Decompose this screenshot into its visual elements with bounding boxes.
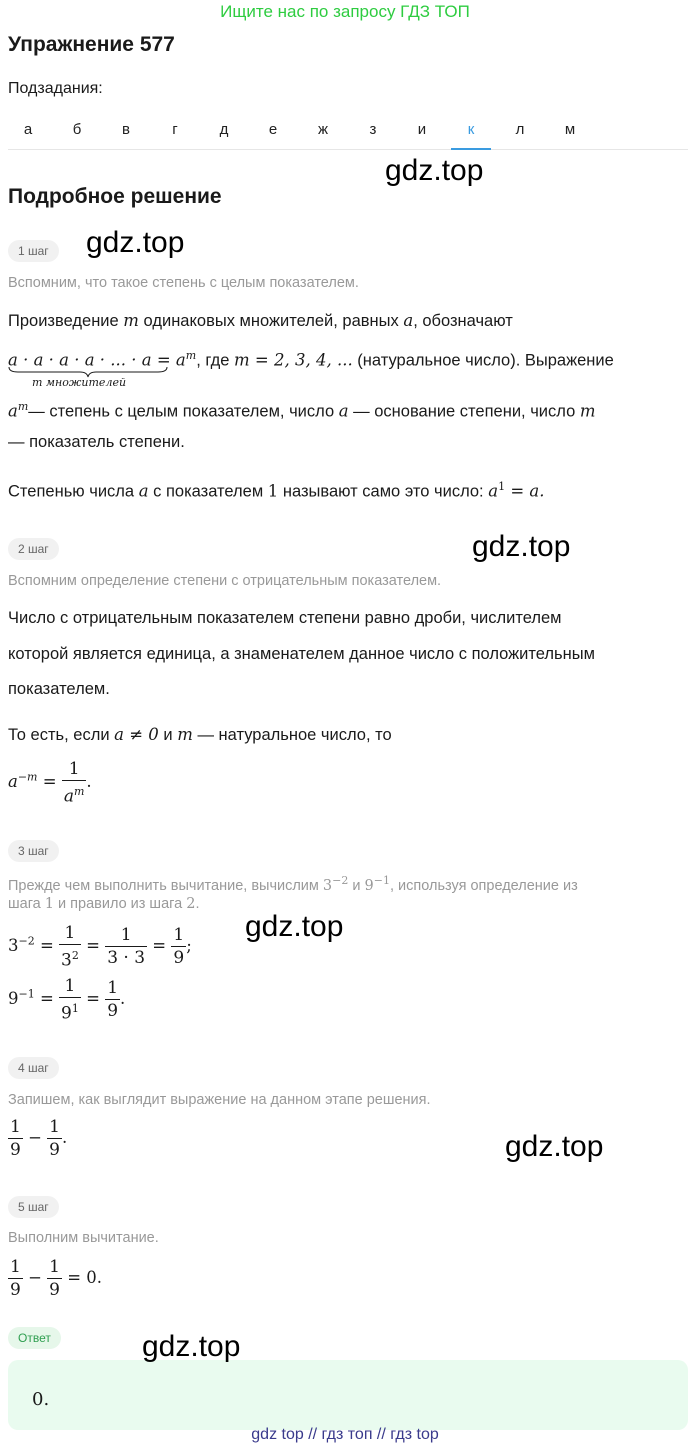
subtasks-label: Подзадания: — [8, 80, 103, 97]
tab-i[interactable]: и — [417, 121, 427, 138]
step-1-line-1: Произведение m одинаковых множителей, равных a, обозначают — [8, 311, 513, 330]
tab-e[interactable]: е — [268, 121, 278, 138]
page-title: Упражнение 577 — [8, 33, 175, 56]
watermark: gdz.top — [385, 154, 484, 187]
watermark: gdz.top — [142, 1330, 241, 1363]
subtask-tabs — [8, 116, 688, 150]
step-1-badge: 1 шаг — [8, 240, 59, 262]
underbrace-label: m множителей — [32, 376, 127, 389]
tab-d[interactable]: д — [219, 121, 229, 138]
step-3-badge: 3 шаг — [8, 840, 59, 862]
watermark: gdz.top — [505, 1130, 604, 1163]
tab-g[interactable]: г — [172, 121, 178, 138]
tab-m[interactable]: м — [564, 121, 576, 138]
step-2-formula: $a^{-m}$ = $\frac{1}{a^m}$ . — [8, 759, 92, 807]
watermark: gdz.top — [86, 226, 185, 259]
tab-a[interactable]: а — [23, 121, 33, 138]
step-2-hint: Вспомним определение степени с отрицательным показателем. — [8, 573, 442, 589]
step-1-hint: Вспомним, что такое степень с целым показателем. — [8, 275, 359, 291]
search-banner[interactable]: Ищите нас по запросу ГДЗ ТОП — [220, 2, 470, 21]
step-1-line-5: Степенью числа a с показателем 1 называют само это число: $a^1 = a$. — [8, 480, 545, 501]
watermark: gdz.top — [472, 530, 571, 563]
step-5-hint: Выполним вычитание. — [8, 1230, 159, 1246]
tab-l[interactable]: л — [515, 121, 525, 138]
step-1-line-3: $a^m—$ степень с целым показателем, число a — основание степени, число m — [8, 400, 596, 421]
answer-badge: Ответ — [8, 1327, 61, 1349]
step-2-line-3: показателем. — [8, 680, 110, 698]
tab-zh[interactable]: ж — [317, 121, 329, 138]
step-2-badge: 2 шаг — [8, 538, 59, 560]
tab-k[interactable]: к — [451, 121, 491, 150]
tab-z[interactable]: з — [369, 121, 377, 138]
step-3-hint-2: шага 1 и правило из шага 2. — [8, 896, 200, 912]
step-2-line-2: которой является единица, а знаменателем данное число с положительным — [8, 645, 595, 663]
step-4-formula: $\frac{1}{9}$ − $\frac{1}{9}$ . — [10, 1117, 68, 1160]
tab-v[interactable]: в — [122, 121, 130, 138]
step-4-badge: 4 шаг — [8, 1057, 59, 1079]
step-1-line-2: a · a · a · a · ... · $a = a^m$, где m = 2, 3, 4, ... (натуральное число). Выражение — [8, 349, 614, 370]
step-2-line-4: То есть, если a ≠ 0 и m — натуральное число, то — [8, 725, 392, 744]
step-5-badge: 5 шаг — [8, 1196, 59, 1218]
step-5-formula: $\frac{1}{9}$ − $\frac{1}{9}$ = 0. — [10, 1257, 103, 1300]
answer-value: 0. — [32, 1389, 50, 1410]
solution-title: Подробное решение — [8, 185, 222, 208]
answer-box — [8, 1360, 688, 1430]
step-4-hint: Запишем, как выглядит выражение на данном этапе решения. — [8, 1092, 431, 1108]
step-2-line-1: Число с отрицательным показателем степени равно дроби, числителем — [8, 609, 562, 627]
footer-links[interactable]: gdz top // гдз топ // гдз top — [251, 1426, 439, 1443]
step-1-line-4: — показатель степени. — [8, 433, 185, 451]
tab-b[interactable]: б — [72, 121, 82, 138]
step-3-row-2: $9^{-1}$ = $\frac{1}{9^1}$ = $\frac{1}{9}$ . — [8, 976, 126, 1024]
step-3-row-1: $3^{-2}$ = $\frac{1}{3^2}$ = $\frac{1}{3 \cdot 3}$ = $\frac{1}{9}$ ; — [8, 923, 192, 971]
watermark: gdz.top — [245, 910, 344, 943]
step-3-hint: Прежде чем выполнить вычитание, вычислим $3^{-2}$ и $9^{-1}$, используя определение из — [8, 874, 578, 894]
